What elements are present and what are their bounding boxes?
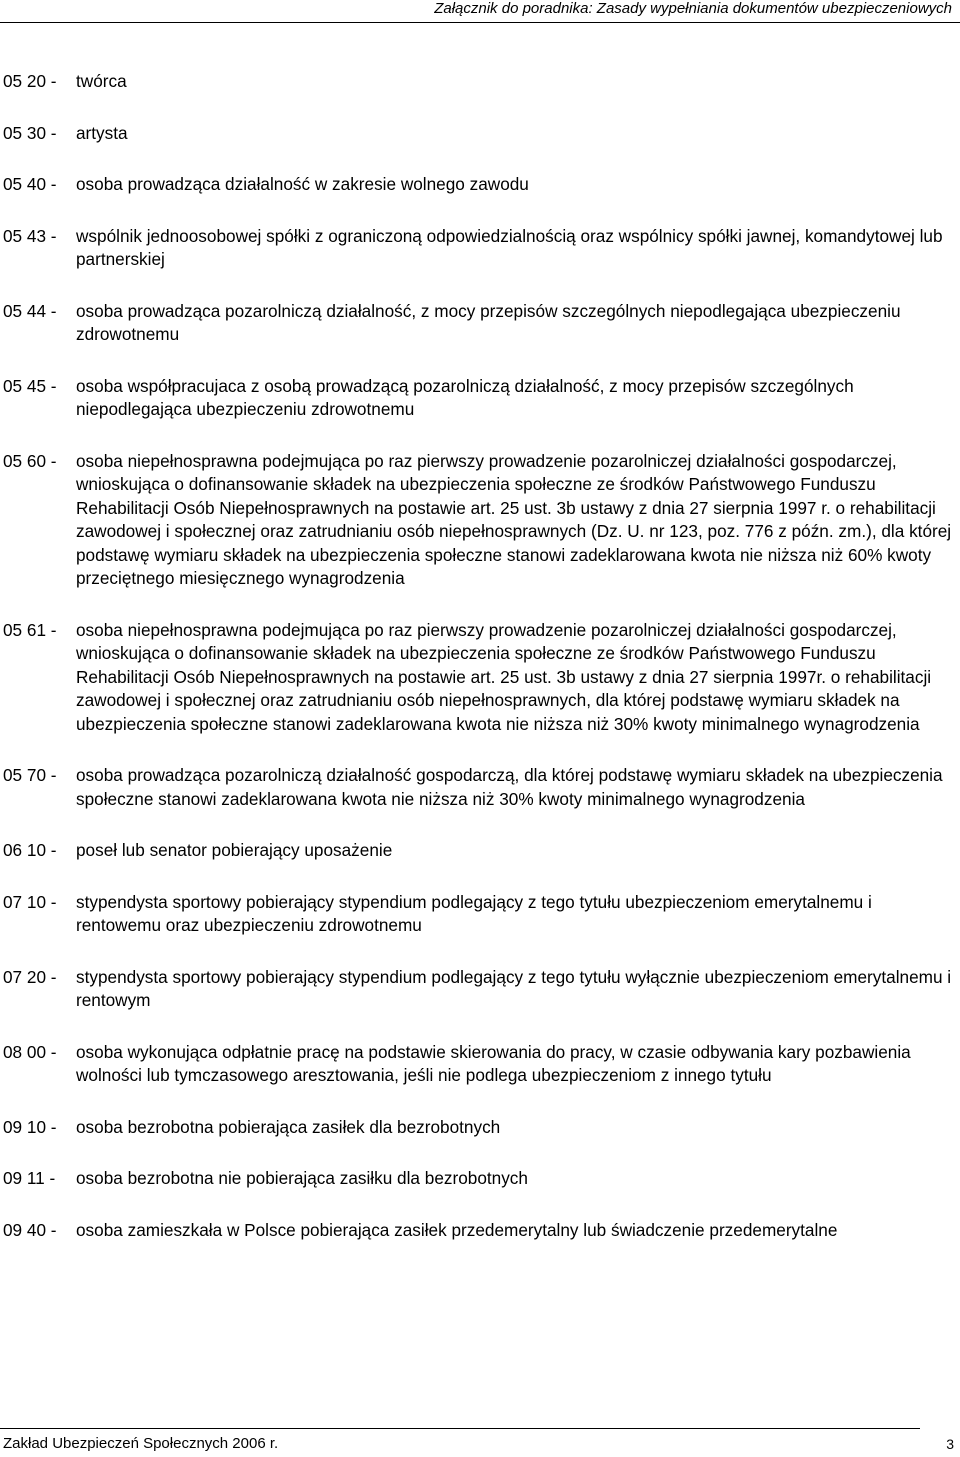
entry-code: 09 11 - — [3, 1168, 56, 1188]
list-item — [3, 225, 958, 272]
entry-text: osoba prowadząca pozarolniczą działalność gospodarczą, dla której podstawę wymiaru składek na ubezpieczenia społeczne stanowi zadeklarowana kwota nie niższa niż 30% kwoty minimalnego wynagrodzenia — [76, 765, 943, 809]
entry-text: twórca — [76, 71, 127, 91]
entry-text: osoba prowadząca pozarolniczą działalność, z mocy przepisów szczególnych niepodlegająca ubezpieczeniu zdrowotnemu — [76, 300, 901, 344]
list-item — [3, 375, 958, 422]
entry-code: 05 44 - — [3, 300, 57, 321]
entry-text: osoba bezrobotna pobierająca zasiłek dla bezrobotnych — [76, 1116, 501, 1137]
list-item — [3, 1116, 958, 1140]
list-item — [3, 1041, 958, 1088]
list-item — [3, 619, 958, 737]
page-footer: Zakład Ubezpieczeń Społecznych 2006 r. — [3, 1435, 279, 1452]
page-header: Załącznik do poradnika: Zasady wypełniania dokumentów ubezpieczeniowych — [434, 0, 952, 17]
list-item — [3, 891, 958, 938]
header-divider — [0, 22, 960, 23]
list-item — [3, 70, 958, 94]
entry-code: 05 43 - — [3, 225, 57, 246]
list-item — [3, 839, 958, 863]
entry-code: 06 10 - — [3, 840, 57, 860]
entry-text: osoba zamieszkała w Polsce pobierająca zasiłek przedemerytalny lub świadczenie przedemerytalne — [76, 1219, 838, 1240]
entry-text: stypendysta sportowy pobierający stypendium podlegający z tego tytułu wyłącznie ubezpieczeniom emerytalnemu i rentowym — [76, 966, 952, 1010]
entry-text: artysta — [76, 122, 128, 143]
entry-text: osoba niepełnosprawna podejmująca po raz pierwszy prowadzenie pozarolniczej działalności gospodarczej, wnioskująca o dofinansowanie składek na ubezpieczenia społeczne ze środków Państwowego Funduszu Rehabilitacji Osób Niepełnosprawnych na postawie art. 25 ust. 3b ustawy z dnia 27 sierpnia 1997 r. o rehabilitacji zawodowej i społecznej oraz zatrudnianiu osób niepełnosprawnych (Dz. U. nr 123, poz. 776 z późn. zm.), dla której podstawę wymiaru składek na ubezpieczenia społeczne stanowi zadeklarowana kwota nie niższa niż 60% kwoty przeciętnego miesięcznego wynagrodzenia — [76, 450, 952, 588]
list-item — [3, 122, 958, 146]
page-number: 3 — [946, 1436, 954, 1452]
entry-text: poseł lub senator pobierający uposażenie — [76, 840, 393, 860]
list-item — [3, 1167, 958, 1191]
entry-text: osoba prowadząca działalność w zakresie wolnego zawodu — [76, 174, 529, 194]
list-item — [3, 1219, 958, 1243]
list-item — [3, 764, 958, 811]
entry-code: 09 10 - — [3, 1116, 57, 1137]
entry-code: 08 00 - — [3, 1041, 57, 1062]
entry-code: 05 40 - — [3, 174, 57, 194]
entry-code: 07 20 - — [3, 966, 57, 987]
entry-text: osoba niepełnosprawna podejmująca po raz pierwszy prowadzenie pozarolniczej działalności gospodarczej, wnioskująca o dofinansowanie składek na ubezpieczenia społeczne ze środków Państwowego Funduszu Rehabilitacji Osób Niepełnosprawnych na postawie art. 25 ust. 3b ustawy z dnia 27 sierpnia 1997r. o rehabilitacji zawodowej i społecznej oraz zatrudnianiu osób niepełnosprawnych, dla której podstawę wymiaru składek na ubezpieczenia społeczne stanowi zadeklarowana kwota nie niższa niż 30% kwoty minimalnego wynagrodzenia — [76, 619, 932, 734]
list-item — [3, 450, 958, 591]
entry-code: 09 40 - — [3, 1219, 57, 1240]
entry-text: wspólnik jednoosobowej spółki z ograniczoną odpowiedzialnością oraz wspólnicy spółki jawnej, komandytowej lub partnerskiej — [76, 225, 943, 269]
entry-code: 05 61 - — [3, 619, 57, 640]
entry-text: osoba bezrobotna nie pobierająca zasiłku dla bezrobotnych — [76, 1168, 528, 1188]
list-item — [3, 300, 958, 347]
entry-text: osoba współpracujaca z osobą prowadzącą pozarolniczą działalność, z mocy przepisów szczególnych niepodlegająca ubezpieczeniu zdrowotnemu — [76, 375, 854, 419]
entry-code: 05 30 - — [3, 122, 57, 143]
entry-text: osoba wykonująca odpłatnie pracę na podstawie skierowania do pracy, w czasie odbywania kary pozbawienia wolności lub tymczasowego aresztowania, jeśli nie podlega ubezpieczeniom z innego tytułu — [76, 1041, 911, 1085]
entry-text: stypendysta sportowy pobierający stypendium podlegający z tego tytułu ubezpieczeniom emerytalnemu i rentowemu oraz ubezpieczeniu zdrowotnemu — [76, 891, 872, 935]
entry-code: 07 10 - — [3, 891, 57, 912]
code-list — [3, 70, 958, 1270]
entry-code: 05 45 - — [3, 375, 57, 396]
list-item — [3, 966, 958, 1013]
list-item — [3, 173, 958, 197]
entry-code: 05 70 - — [3, 765, 57, 785]
footer-divider — [0, 1428, 920, 1429]
entry-code: 05 60 - — [3, 450, 57, 471]
entry-code: 05 20 - — [3, 71, 57, 91]
